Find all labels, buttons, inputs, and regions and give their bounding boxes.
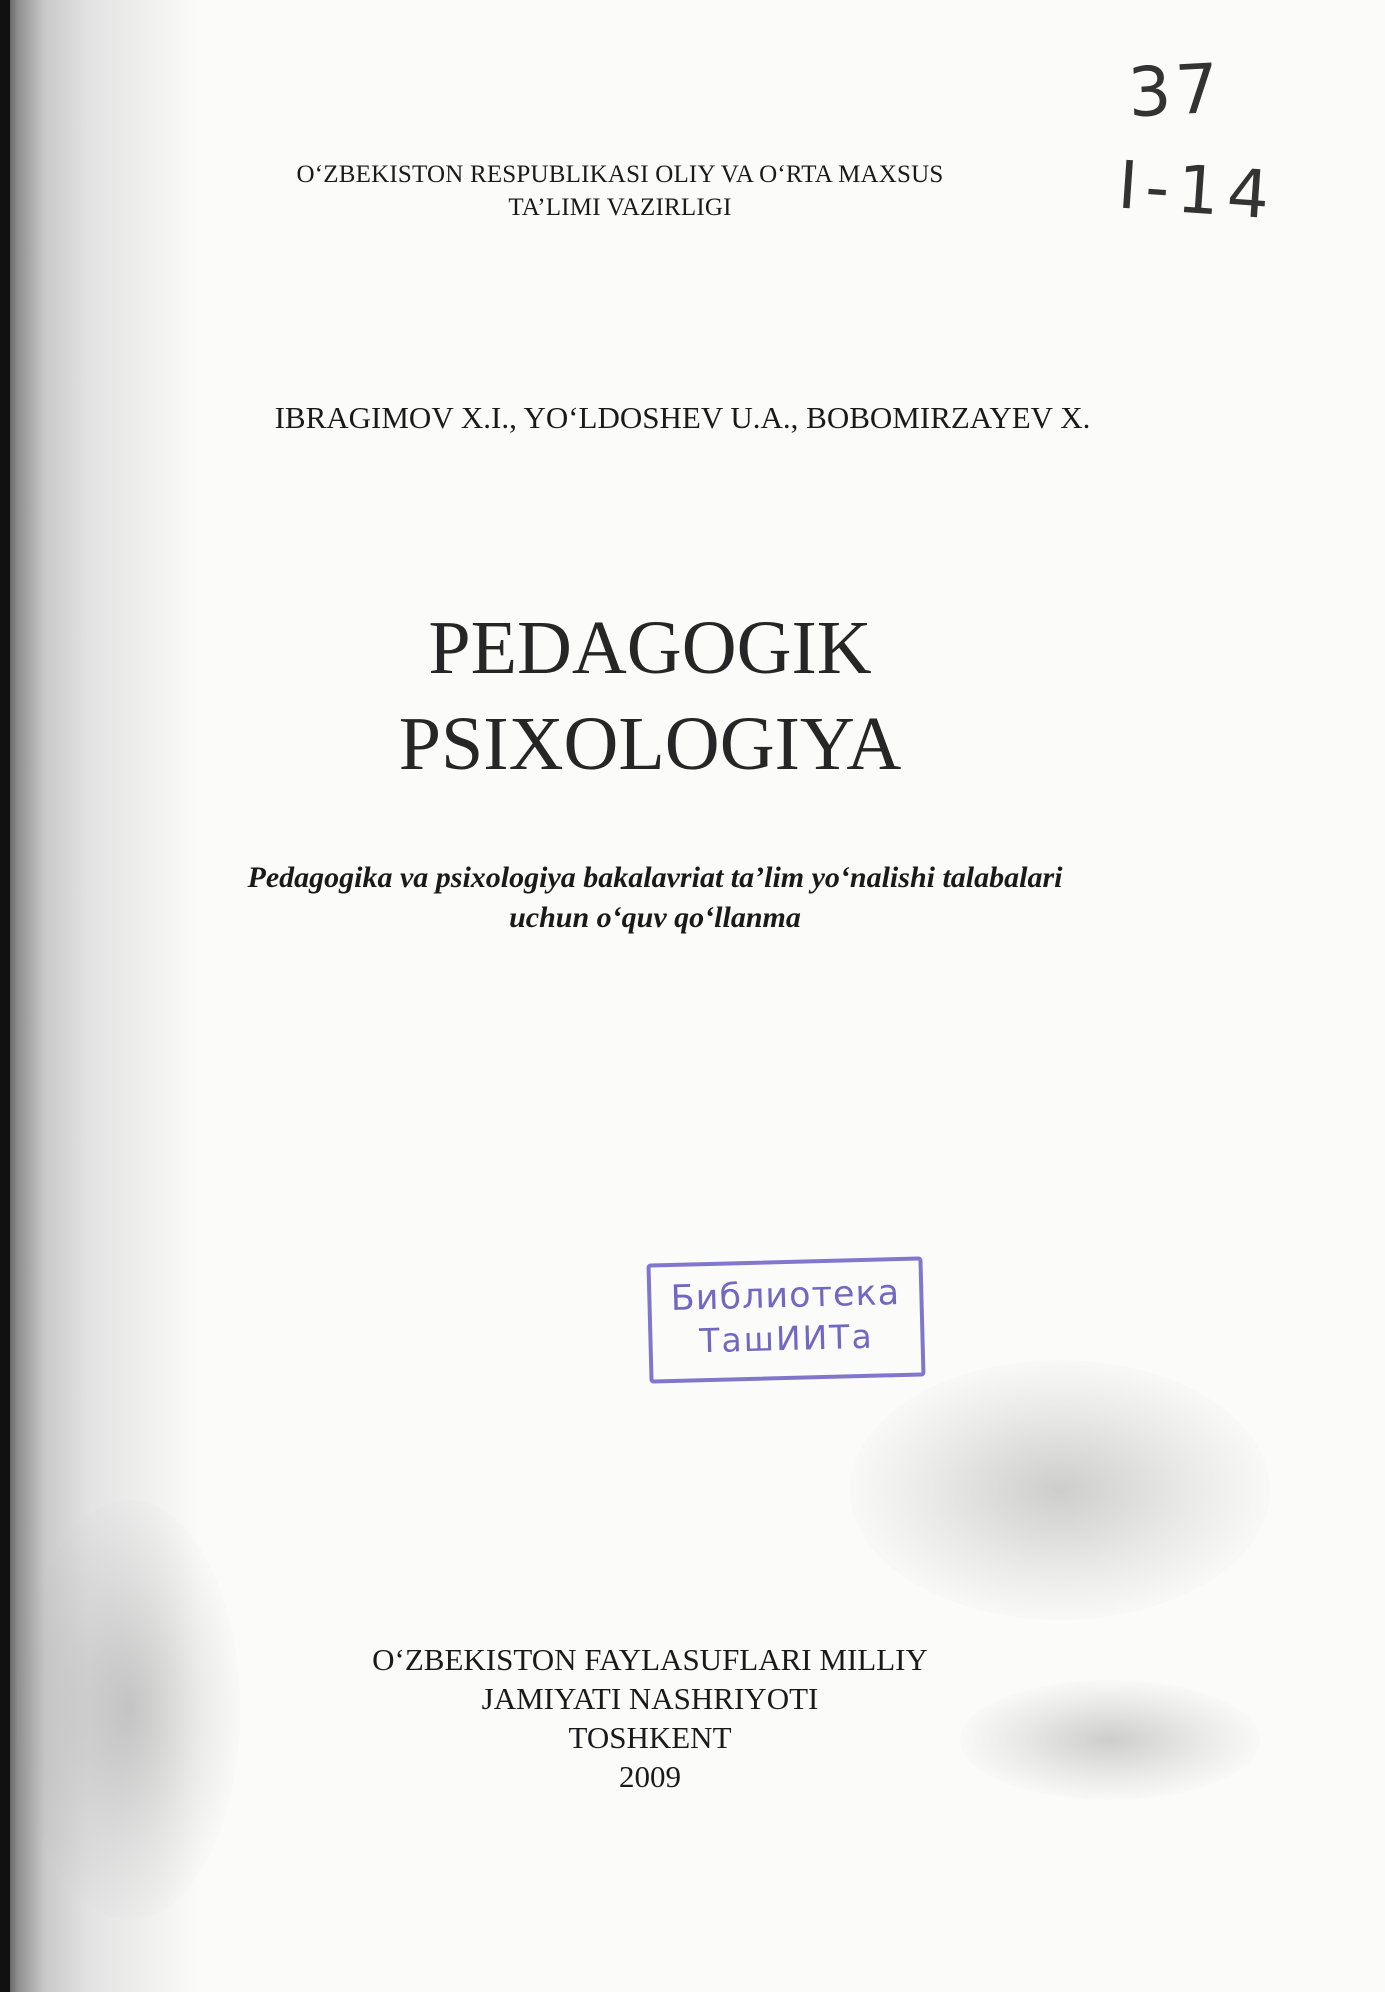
ministry-heading: O‘ZBEKISTON RESPUBLIKASI OLIY VA O‘RTA MAXSUS TA’LIMI VAZIRLIGI: [296, 161, 944, 221]
handwritten-shelf-number: 37: [1125, 49, 1225, 134]
book-subtitle: Pedagogika va psixologiya bakalavriat ta’lim yo‘nalishi talabalari uchun o‘quv qo‘llanma: [247, 861, 1063, 934]
stamp-line-institute: ТашИИТа: [698, 1316, 875, 1361]
handwritten-shelf-code: I-14: [1115, 146, 1280, 235]
authors-line: IBRAGIMOV X.I., YO‘LDOSHEV U.A., BOBOMIRZAYEV X.: [274, 400, 1091, 435]
scan-edge-dark: [0, 0, 10, 1992]
library-stamp: [646, 1256, 925, 1383]
stamp-line-library: Библиотека: [670, 1273, 901, 1320]
book-title: PEDAGOGIK PSIXOLOGIYA: [398, 606, 902, 786]
scan-smudge: [850, 1360, 1270, 1620]
publisher-block: O‘ZBEKISTON FAYLASUFLARI MILLIY JAMIYATI NASHRIYOTI TOSHKENT 2009: [372, 1642, 928, 1794]
